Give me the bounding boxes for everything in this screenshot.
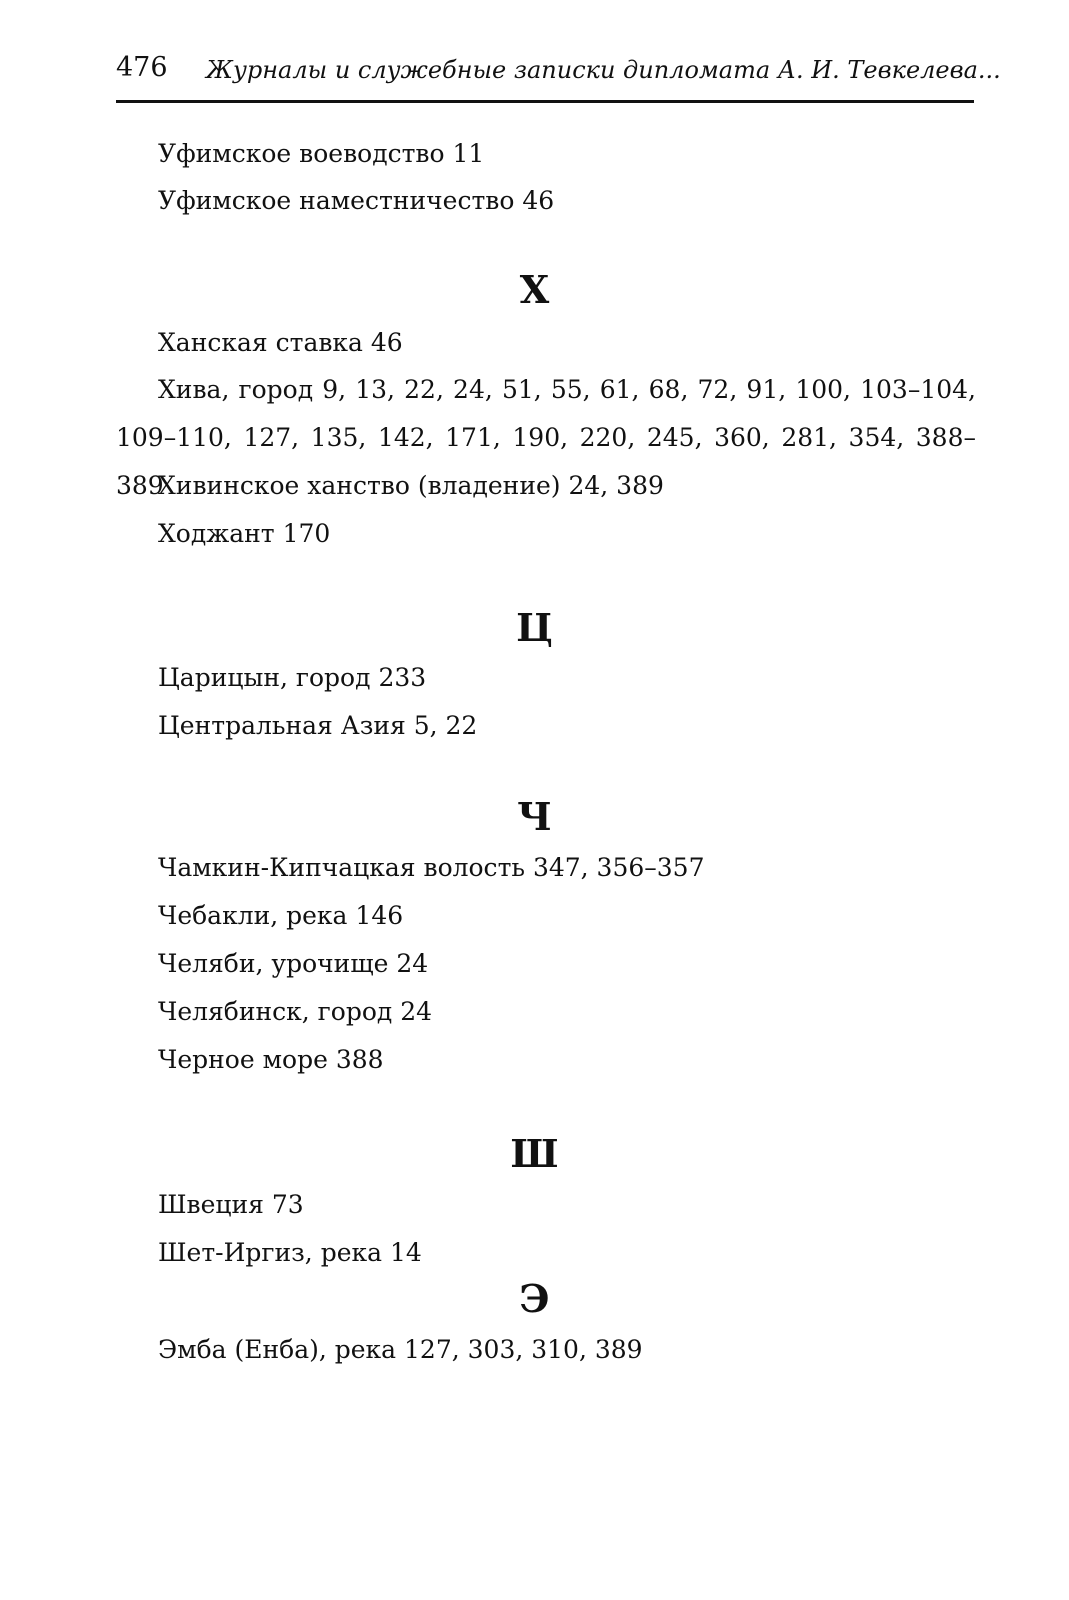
index-entry-khiva: Хива, город 9, 13, 22, 24, 51, 55, 61, 68, 72, 91, 100, 103–104, 109–110, 127, 135, 142, 171, 190, 220, 245, 360, 281, 354, 388–389 xyxy=(116,375,976,500)
page-number: 476 xyxy=(116,52,168,83)
index-entry-central-asia: Центральная Азия 5, 22 xyxy=(158,711,478,740)
section-letter-sh: Ш xyxy=(510,1131,559,1176)
running-title: Журналы и служебные записки дипломата А. И. Тевкелева... xyxy=(206,56,1001,84)
index-entry-ufa-voevodstvo: Уфимское воеводство 11 xyxy=(158,139,485,168)
index-entry-khodzhant: Ходжант 170 xyxy=(158,519,331,548)
section-letter-kh: Х xyxy=(519,267,550,312)
index-entry-emba: Эмба (Енба), река 127, 303, 310, 389 xyxy=(158,1335,643,1364)
index-entry-chebakli: Чебакли, река 146 xyxy=(158,901,404,930)
section-letter-ch: Ч xyxy=(517,794,552,839)
index-entry-black-sea: Черное море 388 xyxy=(158,1045,384,1074)
index-entry-shet-irgiz: Шет-Иргиз, река 14 xyxy=(158,1238,422,1267)
section-letter-e: Э xyxy=(519,1276,550,1321)
index-entry-chelyabi: Челяби, урочище 24 xyxy=(158,949,429,978)
index-entry-tsaritsyn: Царицын, город 233 xyxy=(158,663,427,692)
index-entry-ufa-namestnichestvo: Уфимское наместничество 46 xyxy=(158,186,555,215)
section-letter-ts: Ц xyxy=(516,605,553,650)
index-entry-chamkin-kipchak: Чамкин-Кипчацкая волость 347, 356–357 xyxy=(158,853,705,882)
index-entry-chelyabinsk: Челябинск, город 24 xyxy=(158,997,433,1026)
index-entry-khiva-khanate: Хивинское ханство (владение) 24, 389 xyxy=(158,471,664,500)
index-entry-sweden: Швеция 73 xyxy=(158,1190,304,1219)
page-header xyxy=(116,50,1001,103)
index-entry-khanskaya-stavka: Ханская ставка 46 xyxy=(158,328,403,357)
